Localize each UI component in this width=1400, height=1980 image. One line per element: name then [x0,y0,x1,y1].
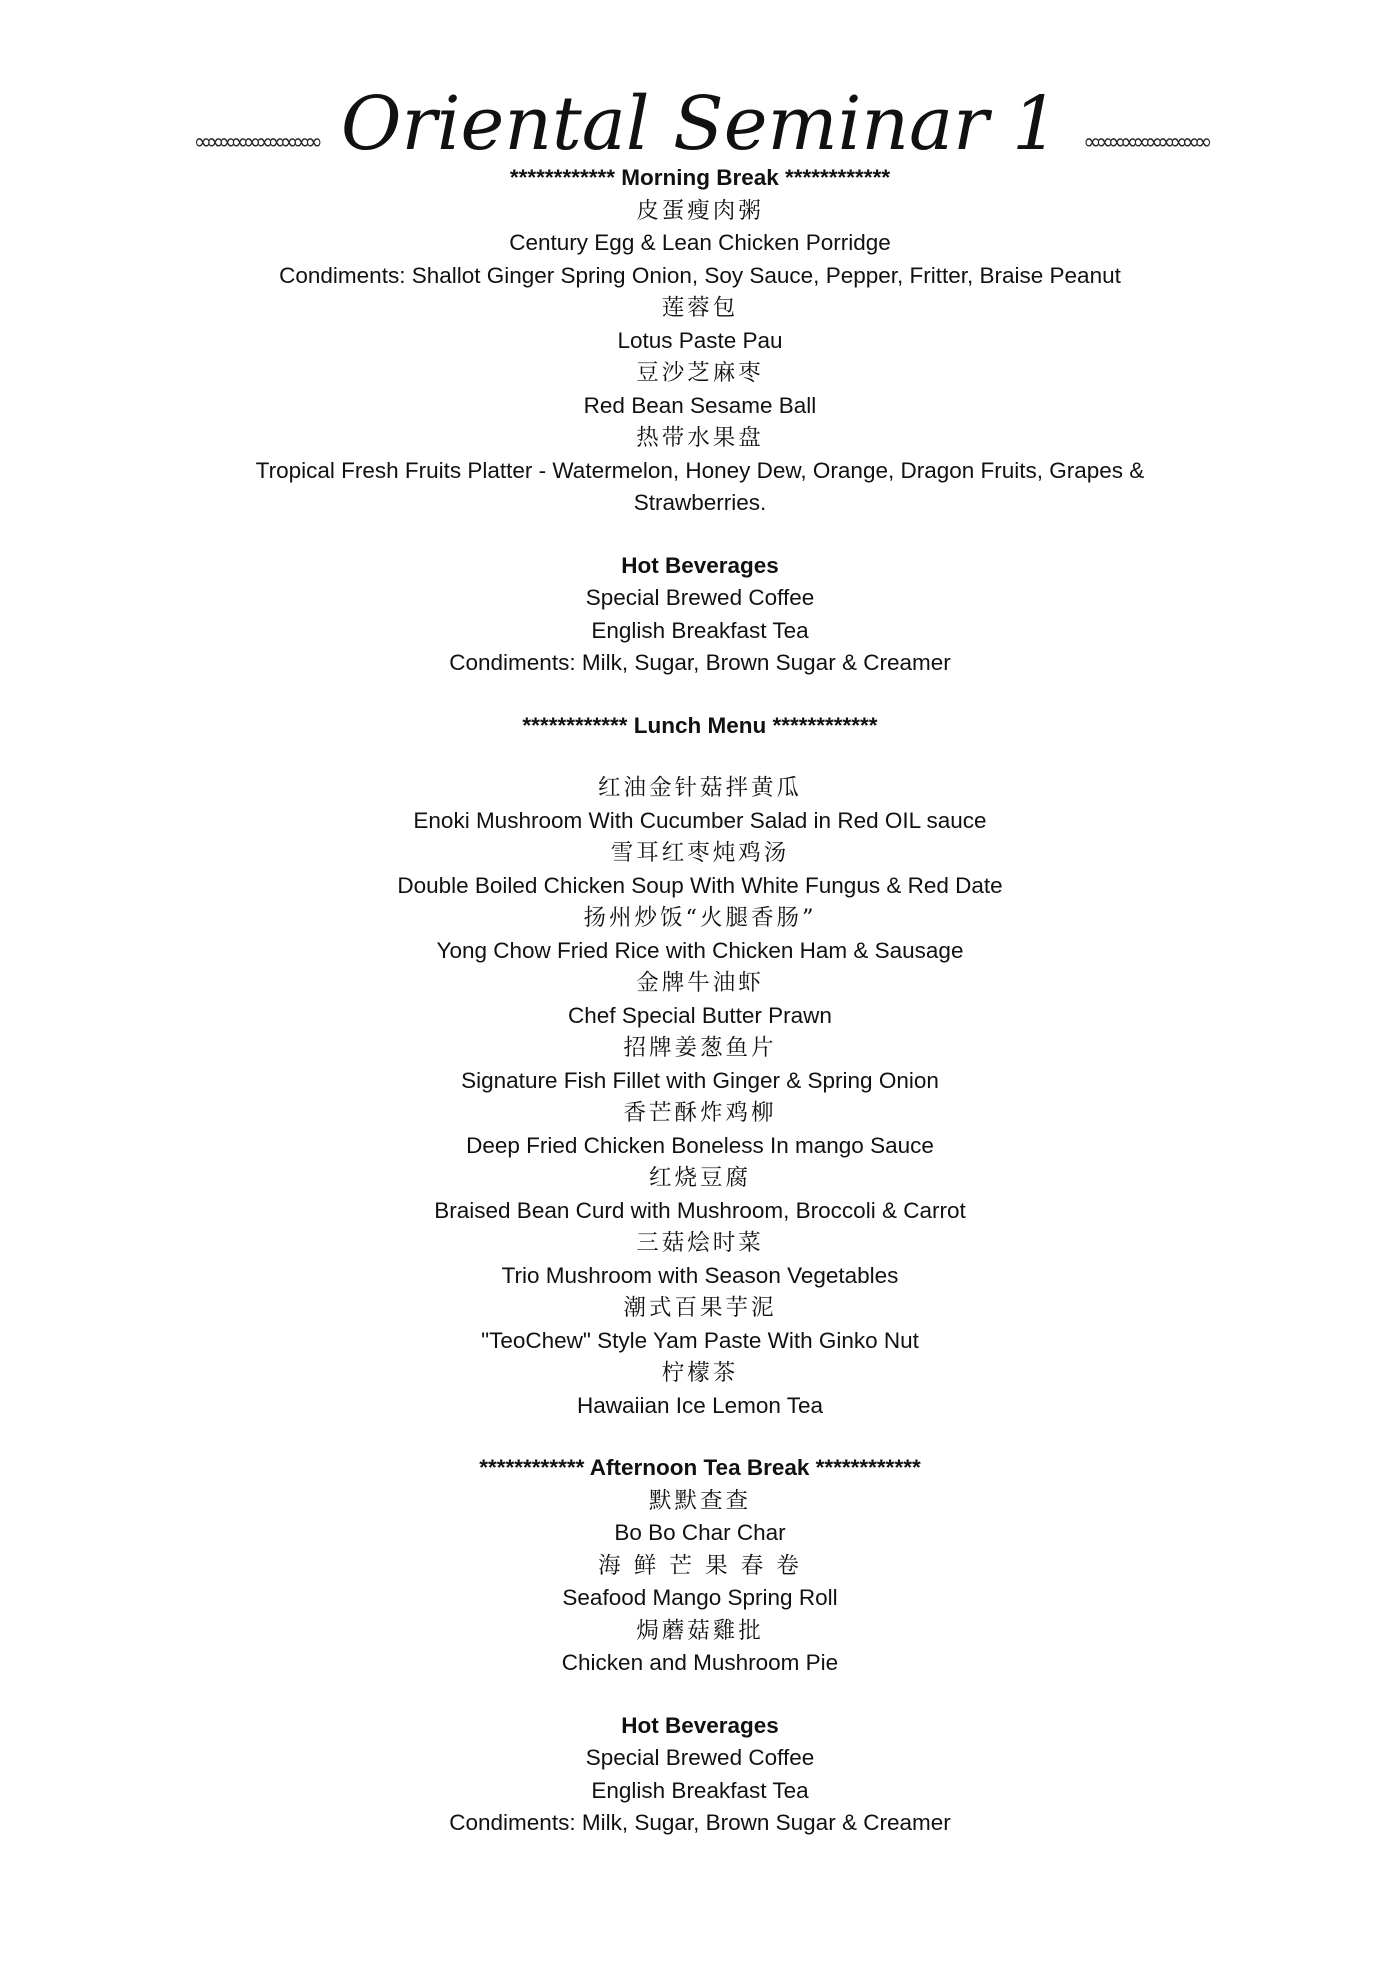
dish-chinese-name: 三菇烩时菜 [636,1230,764,1256]
dish-english-name: Chicken and Mushroom Pie [561,1650,839,1675]
beverage-item: Special Brewed Coffee [585,1745,815,1770]
dish-english-name: Enoki Mushroom With Cucumber Salad in Red OIL sauce [413,807,987,833]
dish-chinese-name: 扬州炒饭“火腿香肠” [583,905,817,931]
beverage-condiments: Condiments: Milk, Sugar, Brown Sugar & Creamer [449,650,951,675]
left-ornament: ∞∞∞∞∞∞∞∞∞∞ [193,129,317,155]
beverage-item: English Breakfast Tea [591,617,809,643]
dish-chinese-name: 焗蘑菇雞批 [636,1617,764,1644]
dish-chinese-name: 柠檬茶 [661,1360,739,1386]
dish-english-name: Hawaiian Ice Lemon Tea [577,1392,823,1418]
beverage-item: Special Brewed Coffee [585,585,815,610]
dish-english-name: Tropical Fresh Fruits Platter - Watermelon, Honey Dew, Orange, Dragon Fruits, Grapes & [255,457,1145,483]
dish-english-name: Signature Fish Fillet with Ginger & Spring Onion [461,1067,939,1093]
dish-english-name: Lotus Paste Pau [617,327,783,353]
page-title: Oriental Seminar 1 [340,81,1060,167]
dish-english-name: Deep Fried Chicken Boneless In mango Sauce [466,1132,934,1158]
dish-english-name: Chef Special Butter Prawn [568,1002,832,1028]
title-row [0,76,1400,172]
dish-chinese-name: 莲蓉包 [661,295,739,321]
section-spacer [200,742,1200,772]
dish-chinese-name: 热带水果盘 [636,425,764,451]
dish-condiments: Condiments: Shallot Ginger Spring Onion, Soy Sauce, Pepper, Fritter, Braise Peanut [279,262,1121,288]
dish-english-name: Red Bean Sesame Ball [583,392,817,418]
dish-english-name: Seafood Mango Spring Roll [562,1585,838,1610]
dish-chinese-name: 豆沙芝麻枣 [636,360,764,386]
section-spacer [200,680,1200,710]
morning-break-heading: ************ Morning Break ************ [509,165,891,190]
beverage-condiments: Condiments: Milk, Sugar, Brown Sugar & Creamer [449,1810,951,1835]
hot-beverages-heading: Hot Beverages [621,1712,779,1738]
dish-chinese-name: 默默查查 [648,1487,751,1514]
dish-chinese-name: 红烧豆腐 [648,1165,751,1191]
menu-body [200,162,1200,1840]
dish-chinese-name: 海 鲜 芒 果 春 卷 [598,1552,802,1579]
hot-beverages-heading: Hot Beverages [621,552,779,578]
dish-english-name: Yong Chow Fried Rice with Chicken Ham & Sausage [436,937,964,963]
section-spacer [200,1680,1200,1710]
beverage-item: English Breakfast Tea [591,1777,809,1803]
dish-english-name: Bo Bo Char Char [614,1520,786,1545]
section-spacer [200,1422,1200,1452]
dish-chinese-name: 香芒酥炸鸡柳 [623,1100,777,1126]
dish-english-name-continued: Strawberries. [633,490,767,515]
right-ornament: ∞∞∞∞∞∞∞∞∞∞ [1083,129,1207,155]
dish-english-name: Trio Mushroom with Season Vegetables [501,1262,899,1288]
dish-english-name: Braised Bean Curd with Mushroom, Broccoli & Carrot [434,1197,966,1223]
dish-chinese-name: 红油金针菇拌黄瓜 [597,775,802,801]
dish-english-name: Century Egg & Lean Chicken Porridge [509,230,891,255]
afternoon-tea-break-heading: ************ Afternoon Tea Break ************ [479,1455,921,1480]
dish-chinese-name: 雪耳红枣炖鸡汤 [610,840,790,866]
dish-chinese-name: 潮式百果芋泥 [623,1295,777,1321]
dish-chinese-name: 金牌牛油虾 [636,970,764,996]
dish-chinese-name: 皮蛋瘦肉粥 [636,197,764,224]
dish-english-name: "TeoChew" Style Yam Paste With Ginko Nut [481,1327,919,1353]
dish-english-name: Double Boiled Chicken Soup With White Fungus & Red Date [397,872,1003,898]
dish-chinese-name: 招牌姜葱鱼片 [623,1035,777,1061]
section-spacer [200,520,1200,550]
lunch-menu-heading: ************ Lunch Menu ************ [522,712,878,738]
